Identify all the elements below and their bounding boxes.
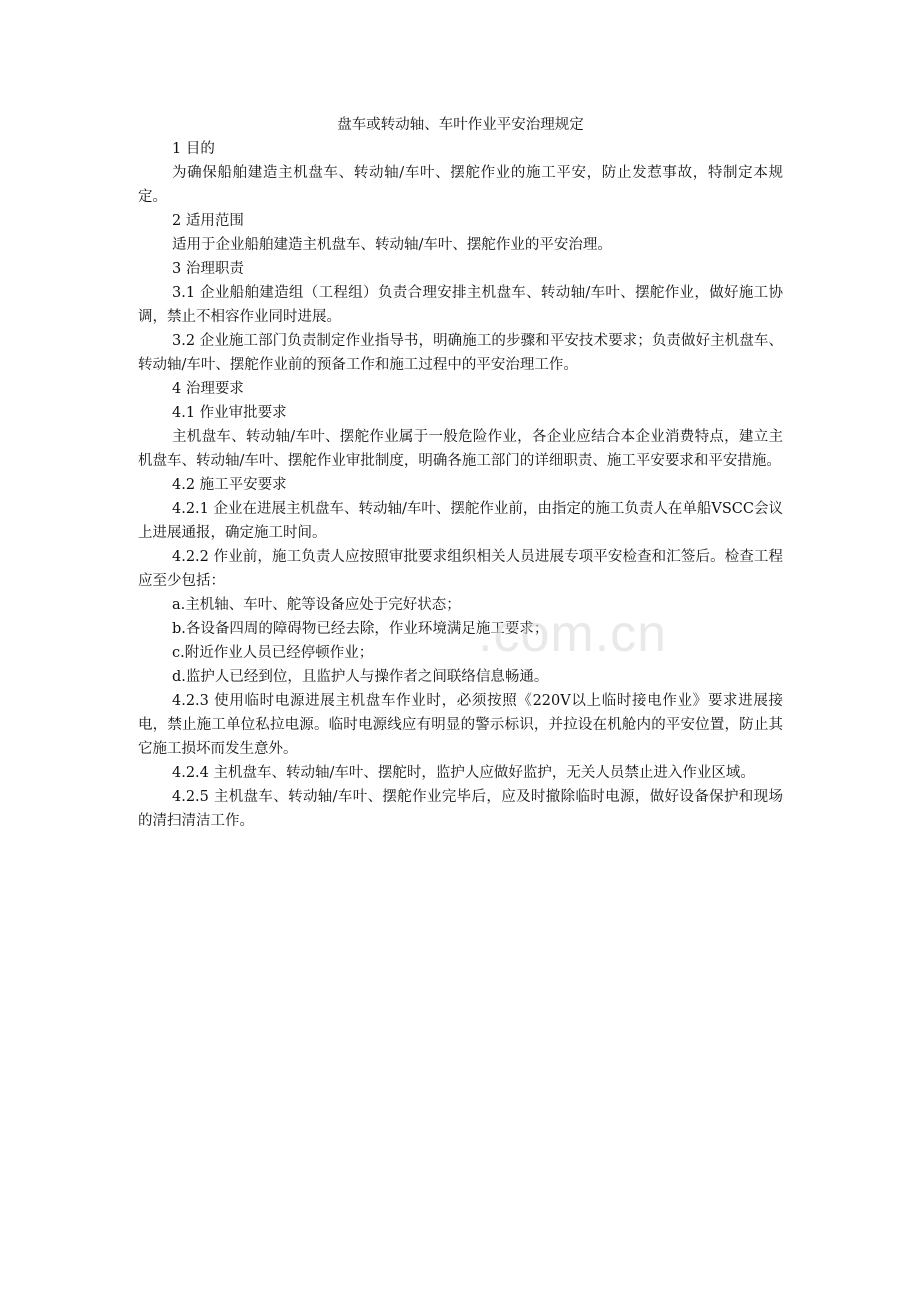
paragraph: c.附近作业人员已经停顿作业； xyxy=(172,645,374,661)
section-heading: 4 治理要求 xyxy=(172,381,244,397)
paragraph: 4.2.4 主机盘车、转动轴/车叶、摆舵时，监护人应做好监护，无关人员禁止进入作业区域。 xyxy=(172,765,755,781)
paragraph: d.监护人已经到位，且监护人与操作者之间联络信息畅通。 xyxy=(172,669,549,685)
paragraph: 主机盘车、转动轴/车叶、摆舵作业属于一般危险作业，各企业应结合本企业消费特点，建立主机盘车、转动轴/车叶、摆舵作业审批制度，明确各施工部门的详细职责、施工平安要求和平安措施。 xyxy=(138,429,783,469)
paragraph: 3.2 企业施工部门负责制定作业指导书，明确施工的步骤和平安技术要求；负责做好主机盘车、转动轴/车叶、摆舵作业前的预备工作和施工过程中的平安治理工作。 xyxy=(138,333,783,373)
paragraph: 适用于企业船舶建造主机盘车、转动轴/车叶、摆舵作业的平安治理。 xyxy=(172,237,612,253)
section-heading: 4.2 施工平安要求 xyxy=(172,477,287,493)
watermark: .com.cn xyxy=(478,605,668,663)
paragraph: 4.2.2 作业前，施工负责人应按照审批要求组织相关人员进展专项平安检查和汇签后。检查工程应至少包括： xyxy=(138,549,783,589)
paragraph: 为确保船舶建造主机盘车、转动轴/车叶、摆舵作业的施工平安，防止发惹事故，特制定本规定。 xyxy=(138,165,783,205)
section-heading: 4.1 作业审批要求 xyxy=(172,405,287,421)
document-page xyxy=(138,110,783,833)
paragraph: 4.2.5 主机盘车、转动轴/车叶、摆舵作业完毕后，应及时撤除临时电源，做好设备保护和现场的清扫清洁工作。 xyxy=(138,789,783,829)
document-body xyxy=(138,137,783,833)
section-heading: 3 治理职责 xyxy=(172,261,244,277)
section-heading: 2 适用范围 xyxy=(172,213,244,229)
paragraph: b.各设备四周的障碍物已经去除，作业环境满足施工要求； xyxy=(172,621,549,637)
document-title: 盘车或转动轴、车叶作业平安治理规定 xyxy=(337,117,584,133)
paragraph: 4.2.1 企业在进展主机盘车、转动轴/车叶、摆舵作业前，由指定的施工负责人在单船VSCC会议上进展通报，确定施工时间。 xyxy=(138,501,783,541)
paragraph: a.主机轴、车叶、舵等设备应处于完好状态； xyxy=(172,597,461,613)
section-heading: 1 目的 xyxy=(172,141,215,157)
paragraph: 4.2.3 使用临时电源进展主机盘车作业时，必须按照《220V以上临时接电作业》要求进展接电，禁止施工单位私拉电源。临时电源线应有明显的警示标识，并拉设在机舱内的平安位置，防止其它施工损坏而发生意外。 xyxy=(138,693,783,757)
paragraph: 3.1 企业船舶建造组（工程组）负责合理安排主机盘车、转动轴/车叶、摆舵作业，做好施工协调，禁止不相容作业同时进展。 xyxy=(138,285,783,325)
